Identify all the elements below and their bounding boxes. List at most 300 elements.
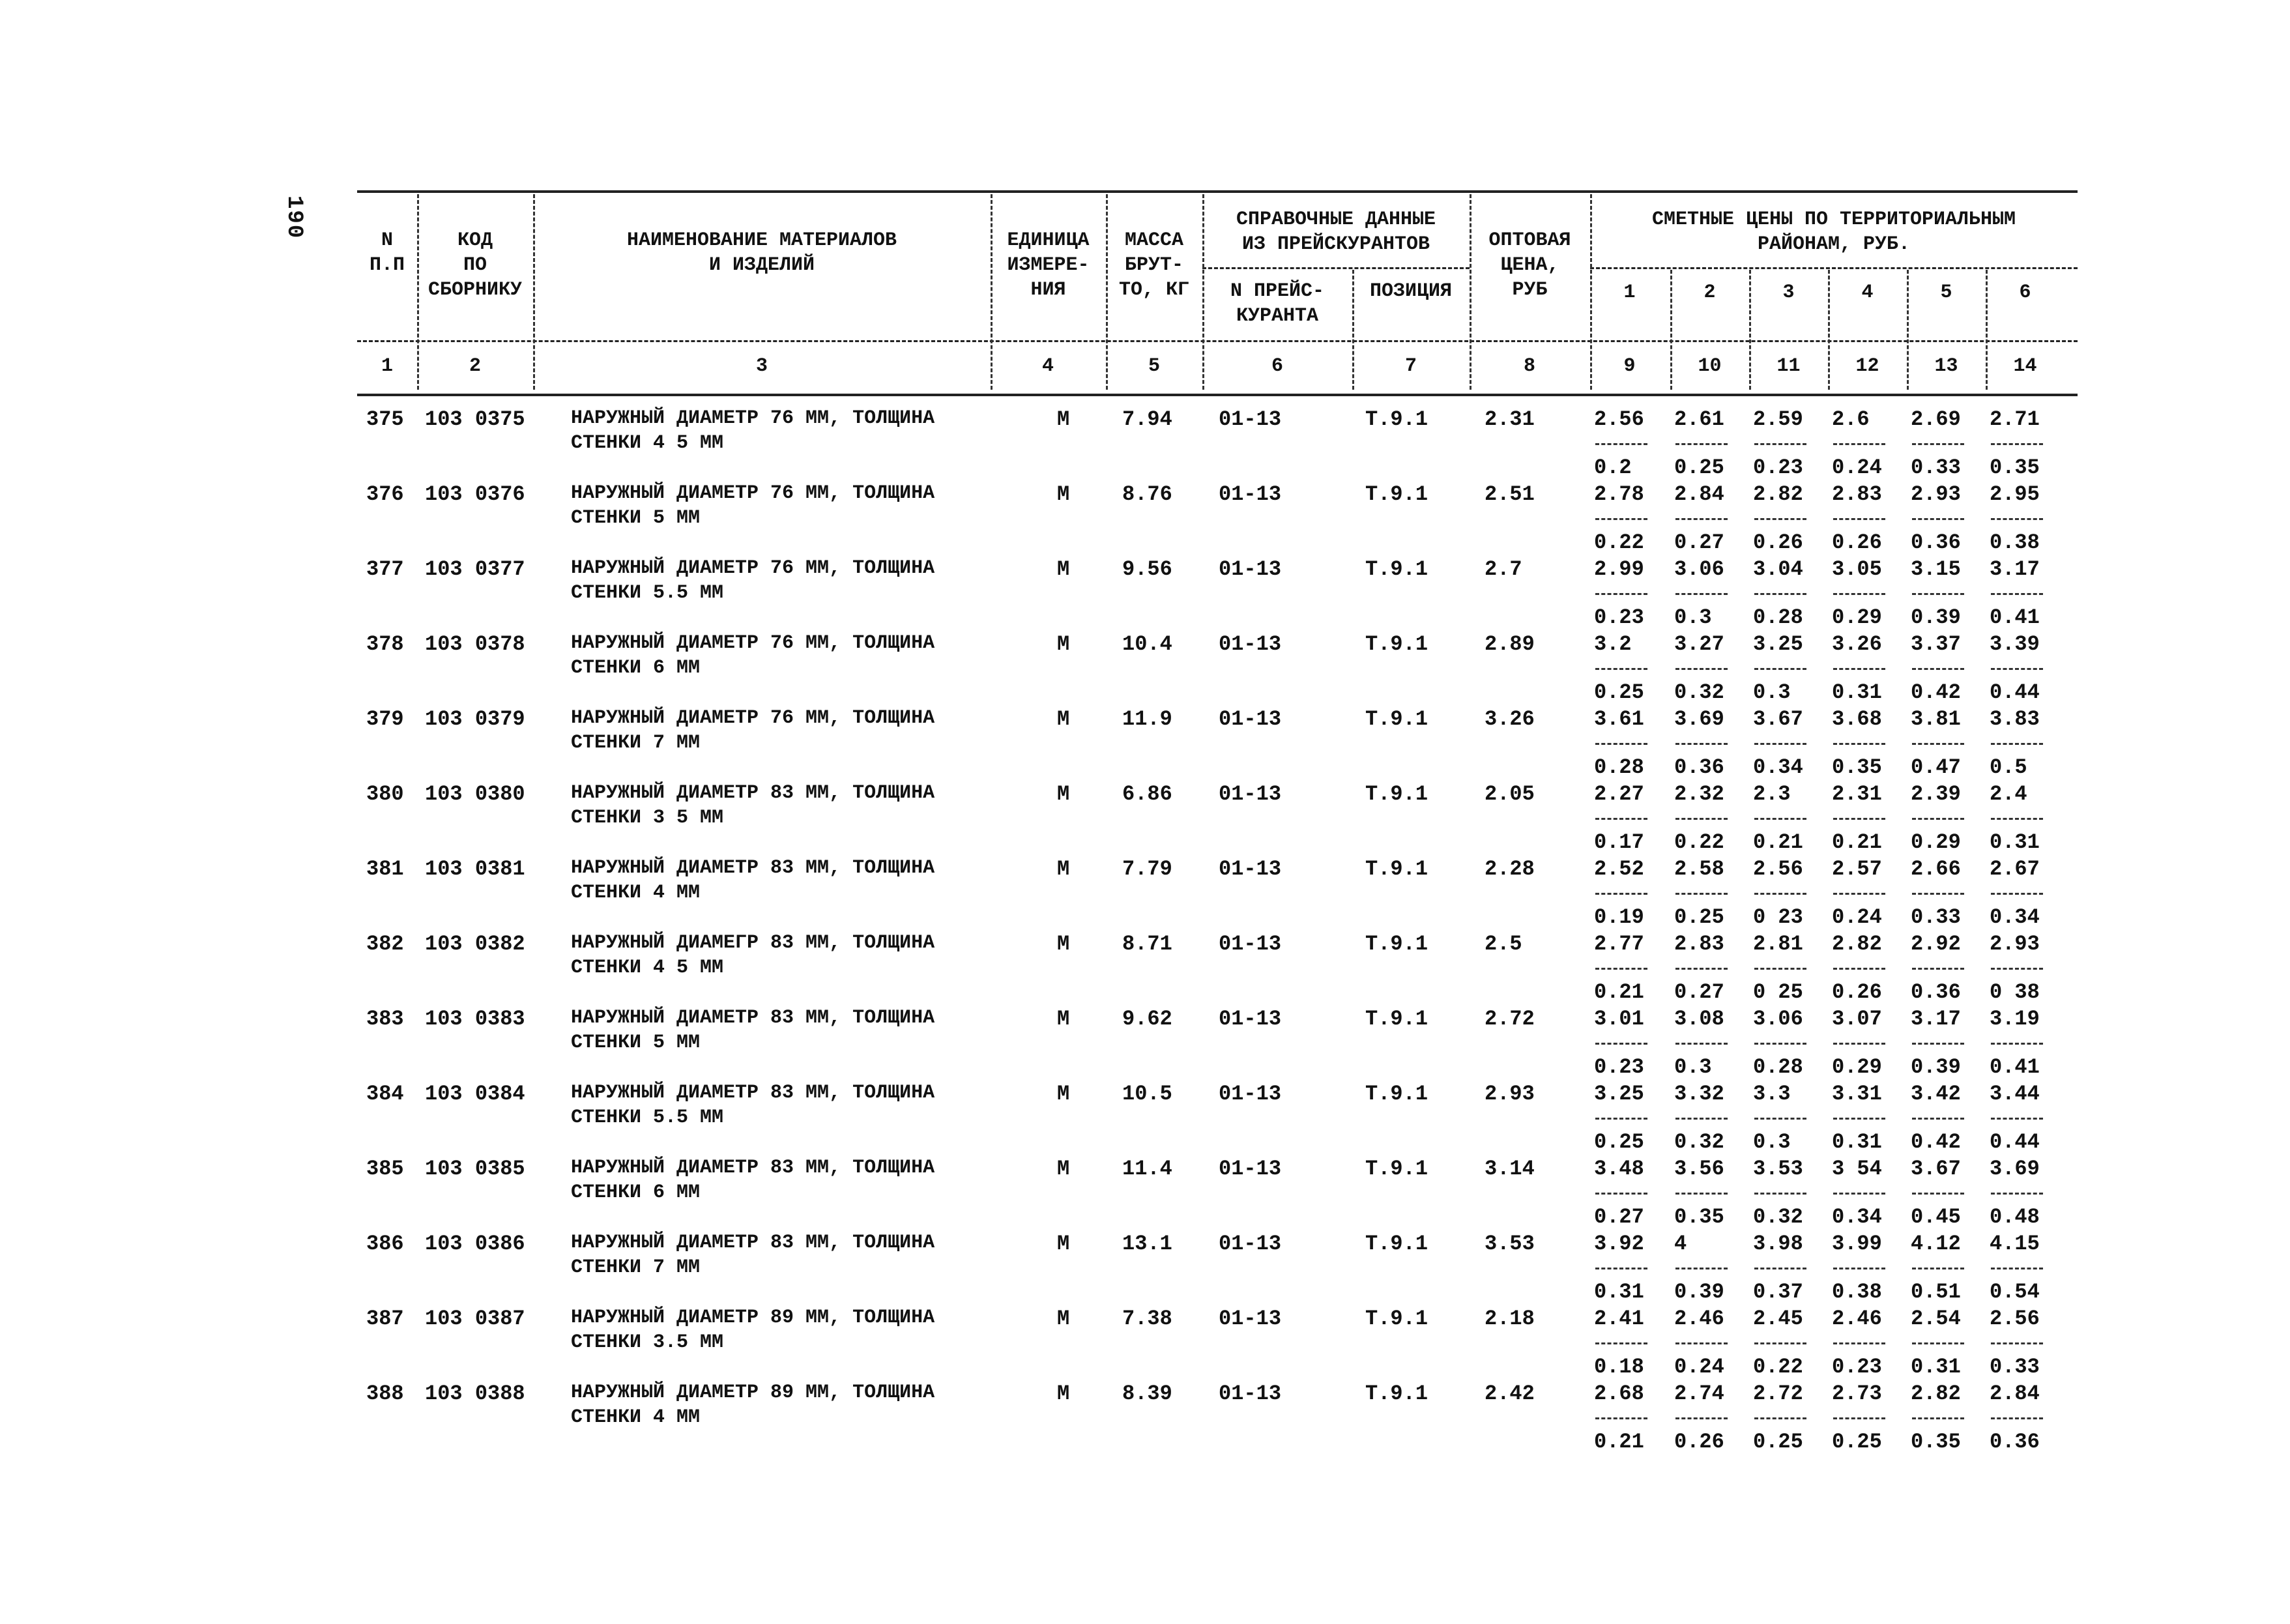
price-position: Т.9.1 bbox=[1365, 932, 1428, 956]
district-price: 2.72 bbox=[1753, 1382, 1803, 1406]
price-list-number: 01-13 bbox=[1219, 1382, 1282, 1406]
price-list-number: 01-13 bbox=[1219, 1007, 1282, 1031]
wholesale-price: 2.7 bbox=[1485, 557, 1522, 581]
district-transport-cost: 0.25 bbox=[1594, 680, 1644, 704]
wholesale-price: 3.26 bbox=[1485, 707, 1535, 731]
material-name: НАРУЖНЫЙ ДИАМЕТР 89 ММ, ТОЛЩИНА bbox=[571, 1382, 935, 1404]
fraction-rule bbox=[1991, 518, 2043, 520]
district-price: 3.19 bbox=[1990, 1007, 2040, 1031]
district-transport-cost: 0.26 bbox=[1674, 1430, 1724, 1454]
price-list-number: 01-13 bbox=[1219, 632, 1282, 656]
district-price: 2.67 bbox=[1990, 857, 2040, 881]
fraction-rule bbox=[1991, 443, 2043, 445]
material-name-continued: СТЕНКИ 3.5 ММ bbox=[571, 1331, 724, 1354]
district-transport-cost: 0.34 bbox=[1990, 905, 2040, 929]
price-position: Т.9.1 bbox=[1365, 707, 1428, 731]
district-price: 2.58 bbox=[1674, 857, 1724, 881]
material-name: НАРУЖНЫЙ ДИАМЕТР 83 ММ, ТОЛЩИНА bbox=[571, 782, 935, 804]
page-number: 190 bbox=[282, 196, 306, 240]
material-code: 103 0375 bbox=[425, 407, 525, 431]
district-price: 2.56 bbox=[1753, 857, 1803, 881]
unit: М bbox=[1057, 1232, 1070, 1256]
price-list-number: 01-13 bbox=[1219, 1082, 1282, 1106]
unit: М bbox=[1057, 482, 1070, 506]
price-list-number: 01-13 bbox=[1219, 857, 1282, 881]
district-transport-cost: 0.23 bbox=[1832, 1355, 1882, 1379]
fraction-rule bbox=[1991, 743, 2043, 745]
district-price: 2.99 bbox=[1594, 557, 1644, 581]
district-price: 2.4 bbox=[1990, 782, 2027, 806]
header-bottom-rule bbox=[357, 394, 2078, 396]
wholesale-price: 2.31 bbox=[1485, 407, 1535, 431]
material-name: НАРУЖНЫЙ ДИАМЕГР 83 ММ, ТОЛЩИНА bbox=[571, 932, 935, 954]
material-code: 103 0386 bbox=[425, 1232, 525, 1256]
row-number: 377 bbox=[366, 557, 404, 581]
price-list-number: 01-13 bbox=[1219, 707, 1282, 731]
district-transport-cost: 0.2 bbox=[1594, 456, 1632, 480]
district-price: 2.39 bbox=[1911, 782, 1961, 806]
wholesale-price: 2.5 bbox=[1485, 932, 1522, 956]
district-price: 3.25 bbox=[1753, 632, 1803, 656]
district-price: 2.27 bbox=[1594, 782, 1644, 806]
district-transport-cost: 0.39 bbox=[1674, 1280, 1724, 1304]
district-transport-cost: 0.3 bbox=[1753, 680, 1791, 704]
price-position: Т.9.1 bbox=[1365, 782, 1428, 806]
district-price: 2.46 bbox=[1832, 1307, 1882, 1331]
gross-mass: 7.38 bbox=[1122, 1307, 1172, 1331]
fraction-rule bbox=[1991, 593, 2043, 595]
district-price: 2.56 bbox=[1594, 407, 1644, 431]
fraction-rule bbox=[1675, 743, 1728, 745]
district-price: 2.73 bbox=[1832, 1382, 1882, 1406]
district-price: 3 54 bbox=[1832, 1157, 1882, 1181]
unit: М bbox=[1057, 1007, 1070, 1031]
district-transport-cost: 0.27 bbox=[1594, 1205, 1644, 1229]
district-price: 3.83 bbox=[1990, 707, 2040, 731]
price-list-number: 01-13 bbox=[1219, 932, 1282, 956]
district-transport-cost: 0.47 bbox=[1911, 755, 1961, 779]
material-name: НАРУЖНЫЙ ДИАМЕТР 76 ММ, ТОЛЩИНА bbox=[571, 557, 935, 579]
district-transport-cost: 0.36 bbox=[1911, 530, 1961, 555]
material-code: 103 0377 bbox=[425, 557, 525, 581]
fraction-rule bbox=[1833, 1043, 1885, 1045]
district-transport-cost: 0.25 bbox=[1594, 1130, 1644, 1154]
district-transport-cost: 0.25 bbox=[1674, 456, 1724, 480]
fraction-rule bbox=[1754, 1043, 1806, 1045]
header-position: ПОЗИЦИЯ bbox=[1369, 280, 1453, 302]
material-code: 103 0388 bbox=[425, 1382, 525, 1406]
unit: М bbox=[1057, 407, 1070, 431]
fraction-rule bbox=[1912, 893, 1964, 895]
district-transport-cost: 0.39 bbox=[1911, 605, 1961, 630]
fraction-rule bbox=[1912, 1417, 1964, 1419]
district-transport-cost: 0.44 bbox=[1990, 1130, 2040, 1154]
district-transport-cost: 0.35 bbox=[1990, 456, 2040, 480]
district-transport-cost: 0.31 bbox=[1832, 680, 1882, 704]
fraction-rule bbox=[1754, 1268, 1806, 1269]
district-transport-cost: 0.32 bbox=[1674, 1130, 1724, 1154]
row-number: 381 bbox=[366, 857, 404, 881]
unit: М bbox=[1057, 1307, 1070, 1331]
wholesale-price: 2.05 bbox=[1485, 782, 1535, 806]
gross-mass: 8.39 bbox=[1122, 1382, 1172, 1406]
price-position: Т.9.1 bbox=[1365, 1307, 1428, 1331]
material-name-continued: СТЕНКИ 5 ММ bbox=[571, 507, 701, 529]
district-price: 3.42 bbox=[1911, 1082, 1961, 1106]
header-column-number: 4 bbox=[1041, 355, 1054, 377]
header-top-rule bbox=[357, 190, 2078, 193]
district-price: 2.81 bbox=[1753, 932, 1803, 956]
material-name: НАРУЖНЫЙ ДИАМЕТР 83 ММ, ТОЛЩИНА bbox=[571, 1007, 935, 1029]
fraction-rule bbox=[1675, 443, 1728, 445]
header-column-number: 3 bbox=[755, 355, 768, 377]
district-transport-cost: 0.29 bbox=[1832, 1055, 1882, 1079]
fraction-rule bbox=[1595, 518, 1647, 520]
price-position: Т.9.1 bbox=[1365, 1007, 1428, 1031]
price-list-number: 01-13 bbox=[1219, 1307, 1282, 1331]
material-name: НАРУЖНЫЙ ДИАМЕТР 83 ММ, ТОЛЩИНА bbox=[571, 1157, 935, 1179]
fraction-rule bbox=[1595, 1268, 1647, 1269]
district-price: 2.54 bbox=[1911, 1307, 1961, 1331]
district-price: 3.04 bbox=[1753, 557, 1803, 581]
district-transport-cost: 0.41 bbox=[1990, 605, 2040, 630]
district-subheader-rule bbox=[1590, 267, 2078, 269]
district-price: 2.84 bbox=[1674, 482, 1724, 506]
district-transport-cost: 0.22 bbox=[1594, 530, 1644, 555]
district-transport-cost: 0.38 bbox=[1990, 530, 2040, 555]
fraction-rule bbox=[1675, 668, 1728, 670]
district-transport-cost: 0.31 bbox=[1990, 830, 2040, 854]
unit: М bbox=[1057, 857, 1070, 881]
gross-mass: 11.9 bbox=[1122, 707, 1172, 731]
district-transport-cost: 0.3 bbox=[1674, 605, 1712, 630]
fraction-rule bbox=[1595, 1043, 1647, 1045]
fraction-rule bbox=[1595, 443, 1647, 445]
district-transport-cost: 0.29 bbox=[1832, 605, 1882, 630]
district-transport-cost: 0.38 bbox=[1832, 1280, 1882, 1304]
district-transport-cost: 0.17 bbox=[1594, 830, 1644, 854]
row-number: 379 bbox=[366, 707, 404, 731]
row-number: 383 bbox=[366, 1007, 404, 1031]
fraction-rule bbox=[1912, 968, 1964, 970]
fraction-rule bbox=[1912, 1193, 1964, 1195]
header-district-number: 5 bbox=[1940, 282, 1952, 304]
district-transport-cost: 0.27 bbox=[1674, 980, 1724, 1004]
material-name-continued: СТЕНКИ 4 5 ММ bbox=[571, 957, 724, 979]
material-code: 103 0383 bbox=[425, 1007, 525, 1031]
material-name-continued: СТЕНКИ 6 ММ bbox=[571, 657, 701, 679]
header-column-number: 2 bbox=[469, 355, 481, 377]
district-price: 2.78 bbox=[1594, 482, 1644, 506]
district-transport-cost: 0.42 bbox=[1911, 1130, 1961, 1154]
district-price: 2.45 bbox=[1753, 1307, 1803, 1331]
header-column-number: 1 bbox=[381, 355, 393, 377]
district-price: 2.41 bbox=[1594, 1307, 1644, 1331]
material-name-continued: СТЕНКИ 7 ММ bbox=[571, 732, 701, 754]
district-price: 2.82 bbox=[1753, 482, 1803, 506]
district-price: 4.12 bbox=[1911, 1232, 1961, 1256]
district-price: 2.59 bbox=[1753, 407, 1803, 431]
wholesale-price: 2.28 bbox=[1485, 857, 1535, 881]
district-price: 3.99 bbox=[1832, 1232, 1882, 1256]
district-transport-cost: 0.21 bbox=[1832, 830, 1882, 854]
district-price: 3.56 bbox=[1674, 1157, 1724, 1181]
district-transport-cost: 0.28 bbox=[1753, 1055, 1803, 1079]
district-price: 3.01 bbox=[1594, 1007, 1644, 1031]
district-transport-cost: 0.21 bbox=[1594, 1430, 1644, 1454]
gross-mass: 10.5 bbox=[1122, 1082, 1172, 1106]
unit: М bbox=[1057, 557, 1070, 581]
district-price: 2.95 bbox=[1990, 482, 2040, 506]
header-divider bbox=[533, 194, 535, 390]
district-price: 4 bbox=[1674, 1232, 1687, 1256]
district-transport-cost: 0.36 bbox=[1911, 980, 1961, 1004]
header-district-number: 6 bbox=[2019, 282, 2031, 304]
district-transport-cost: 0.3 bbox=[1753, 1130, 1791, 1154]
district-transport-cost: 0.21 bbox=[1594, 980, 1644, 1004]
fraction-rule bbox=[1595, 1417, 1647, 1419]
district-transport-cost: 0.31 bbox=[1832, 1130, 1882, 1154]
header-district-prices: СМЕТНЫЕ ЦЕНЫ ПО ТЕРРИТОРИАЛЬНЫМ РАЙОНАМ, РУБ. bbox=[1651, 209, 2016, 255]
district-transport-cost: 0.54 bbox=[1990, 1280, 2040, 1304]
fraction-rule bbox=[1675, 1417, 1728, 1419]
district-transport-cost: 0.18 bbox=[1594, 1355, 1644, 1379]
district-price: 3.92 bbox=[1594, 1232, 1644, 1256]
district-price: 3.61 bbox=[1594, 707, 1644, 731]
district-transport-cost: 0.35 bbox=[1911, 1430, 1961, 1454]
district-price: 3.37 bbox=[1911, 632, 1961, 656]
fraction-rule bbox=[1675, 893, 1728, 895]
district-transport-cost: 0.25 bbox=[1674, 905, 1724, 929]
district-transport-cost: 0.34 bbox=[1832, 1205, 1882, 1229]
district-price: 2.56 bbox=[1990, 1307, 2040, 1331]
row-number: 384 bbox=[366, 1082, 404, 1106]
material-name: НАРУЖНЫЙ ДИАМЕТР 76 ММ, ТОЛЩИНА bbox=[571, 482, 935, 504]
district-price: 4.15 bbox=[1990, 1232, 2040, 1256]
fraction-rule bbox=[1595, 1193, 1647, 1195]
price-list-number: 01-13 bbox=[1219, 1232, 1282, 1256]
fraction-rule bbox=[1675, 518, 1728, 520]
fraction-rule bbox=[1833, 668, 1885, 670]
header-unit: ЕДИНИЦА ИЗМЕРЕ- НИЯ bbox=[1007, 229, 1090, 301]
header-mass: МАССА БРУТ- ТО, КГ bbox=[1118, 229, 1190, 301]
district-price: 2.84 bbox=[1990, 1382, 2040, 1406]
ref-subheader-rule bbox=[1202, 267, 1470, 269]
fraction-rule bbox=[1595, 668, 1647, 670]
row-number: 376 bbox=[366, 482, 404, 506]
district-transport-cost: 0.26 bbox=[1753, 530, 1803, 555]
district-transport-cost: 0.31 bbox=[1594, 1280, 1644, 1304]
district-price: 2.69 bbox=[1911, 407, 1961, 431]
district-price: 3.08 bbox=[1674, 1007, 1724, 1031]
fraction-rule bbox=[1675, 968, 1728, 970]
district-transport-cost: 0.33 bbox=[1911, 456, 1961, 480]
header-column-number: 6 bbox=[1271, 355, 1283, 377]
material-name: НАРУЖНЫЙ ДИАМЕТР 83 ММ, ТОЛЩИНА bbox=[571, 1232, 935, 1254]
price-position: Т.9.1 bbox=[1365, 857, 1428, 881]
material-name: НАРУЖНЫЙ ДИАМЕТР 76 ММ, ТОЛЩИНА bbox=[571, 632, 935, 654]
material-name-continued: СТЕНКИ 4 ММ bbox=[571, 882, 701, 904]
district-price: 3.98 bbox=[1753, 1232, 1803, 1256]
fraction-rule bbox=[1833, 518, 1885, 520]
gross-mass: 6.86 bbox=[1122, 782, 1172, 806]
district-price: 3.69 bbox=[1674, 707, 1724, 731]
material-code: 103 0379 bbox=[425, 707, 525, 731]
district-price: 3.06 bbox=[1753, 1007, 1803, 1031]
wholesale-price: 3.53 bbox=[1485, 1232, 1535, 1256]
header-row-number: N П.П bbox=[369, 229, 405, 276]
fraction-rule bbox=[1912, 668, 1964, 670]
fraction-rule bbox=[1754, 1417, 1806, 1419]
district-transport-cost: 0 23 bbox=[1753, 905, 1803, 929]
district-price: 3.05 bbox=[1832, 557, 1882, 581]
fraction-rule bbox=[1675, 1118, 1728, 1120]
wholesale-price: 2.89 bbox=[1485, 632, 1535, 656]
header-column-number: 14 bbox=[2013, 355, 2037, 377]
fraction-rule bbox=[1595, 893, 1647, 895]
district-price: 2.6 bbox=[1832, 407, 1870, 431]
fraction-rule bbox=[1991, 968, 2043, 970]
price-position: Т.9.1 bbox=[1365, 1082, 1428, 1106]
district-price: 3.81 bbox=[1911, 707, 1961, 731]
district-price: 3.25 bbox=[1594, 1082, 1644, 1106]
header-column-number: 13 bbox=[1934, 355, 1958, 377]
fraction-rule bbox=[1912, 743, 1964, 745]
fraction-rule bbox=[1991, 1118, 2043, 1120]
fraction-rule bbox=[1833, 443, 1885, 445]
district-price: 2.68 bbox=[1594, 1382, 1644, 1406]
row-number: 378 bbox=[366, 632, 404, 656]
district-price: 3.31 bbox=[1832, 1082, 1882, 1106]
wholesale-price: 2.51 bbox=[1485, 482, 1535, 506]
district-price: 3.48 bbox=[1594, 1157, 1644, 1181]
fraction-rule bbox=[1754, 1118, 1806, 1120]
district-transport-cost: 0.51 bbox=[1911, 1280, 1961, 1304]
material-name-continued: СТЕНКИ 5.5 ММ bbox=[571, 582, 724, 604]
district-transport-cost: 0.41 bbox=[1990, 1055, 2040, 1079]
district-transport-cost: 0.3 bbox=[1674, 1055, 1712, 1079]
fraction-rule bbox=[1754, 743, 1806, 745]
district-transport-cost: 0 38 bbox=[1990, 980, 2040, 1004]
fraction-rule bbox=[1754, 1342, 1806, 1344]
fraction-rule bbox=[1754, 518, 1806, 520]
material-code: 103 0381 bbox=[425, 857, 525, 881]
district-price: 3.2 bbox=[1594, 632, 1632, 656]
gross-mass: 7.79 bbox=[1122, 857, 1172, 881]
district-price: 3.53 bbox=[1753, 1157, 1803, 1181]
wholesale-price: 2.18 bbox=[1485, 1307, 1535, 1331]
fraction-rule bbox=[1991, 818, 2043, 820]
material-name-continued: СТЕНКИ 5.5 ММ bbox=[571, 1107, 724, 1129]
gross-mass: 8.76 bbox=[1122, 482, 1172, 506]
fraction-rule bbox=[1675, 818, 1728, 820]
row-number: 387 bbox=[366, 1307, 404, 1331]
fraction-rule bbox=[1833, 1342, 1885, 1344]
fraction-rule bbox=[1912, 518, 1964, 520]
district-transport-cost: 0.32 bbox=[1753, 1205, 1803, 1229]
district-price: 2.93 bbox=[1990, 932, 2040, 956]
fraction-rule bbox=[1754, 818, 1806, 820]
fraction-rule bbox=[1991, 893, 2043, 895]
price-list-number: 01-13 bbox=[1219, 482, 1282, 506]
material-name-continued: СТЕНКИ 6 ММ bbox=[571, 1182, 701, 1204]
district-transport-cost: 0.23 bbox=[1753, 456, 1803, 480]
price-list-number: 01-13 bbox=[1219, 1157, 1282, 1181]
header-district-number: 4 bbox=[1861, 282, 1874, 304]
gross-mass: 13.1 bbox=[1122, 1232, 1172, 1256]
fraction-rule bbox=[1675, 1043, 1728, 1045]
district-transport-cost: 0.44 bbox=[1990, 680, 2040, 704]
price-position: Т.9.1 bbox=[1365, 407, 1428, 431]
fraction-rule bbox=[1675, 593, 1728, 595]
price-list-number: 01-13 bbox=[1219, 782, 1282, 806]
fraction-rule bbox=[1912, 1268, 1964, 1269]
district-transport-cost: 0.35 bbox=[1832, 755, 1882, 779]
fraction-rule bbox=[1754, 668, 1806, 670]
material-code: 103 0384 bbox=[425, 1082, 525, 1106]
row-number: 375 bbox=[366, 407, 404, 431]
district-transport-cost: 0.25 bbox=[1832, 1430, 1882, 1454]
header-district-number: 1 bbox=[1623, 282, 1636, 304]
header-column-number: 12 bbox=[1855, 355, 1879, 377]
material-name-continued: СТЕНКИ 5 ММ bbox=[571, 1032, 701, 1054]
district-transport-cost: 0.31 bbox=[1911, 1355, 1961, 1379]
gross-mass: 9.62 bbox=[1122, 1007, 1172, 1031]
district-price: 3.26 bbox=[1832, 632, 1882, 656]
material-name: НАРУЖНЫЙ ДИАМЕТР 83 ММ, ТОЛЩИНА bbox=[571, 1082, 935, 1104]
fraction-rule bbox=[1991, 1043, 2043, 1045]
district-transport-cost: 0.26 bbox=[1832, 530, 1882, 555]
district-transport-cost: 0.22 bbox=[1674, 830, 1724, 854]
district-price: 2.82 bbox=[1832, 932, 1882, 956]
header-name: НАИМЕНОВАНИЕ МАТЕРИАЛОВ И ИЗДЕЛИЙ bbox=[626, 229, 897, 276]
fraction-rule bbox=[1833, 893, 1885, 895]
header-column-number: 9 bbox=[1623, 355, 1636, 377]
district-transport-cost: 0 25 bbox=[1753, 980, 1803, 1004]
price-position: Т.9.1 bbox=[1365, 1232, 1428, 1256]
district-price: 3.44 bbox=[1990, 1082, 2040, 1106]
district-price: 2.82 bbox=[1911, 1382, 1961, 1406]
district-transport-cost: 0.36 bbox=[1674, 755, 1724, 779]
district-price: 2.32 bbox=[1674, 782, 1724, 806]
material-name-continued: СТЕНКИ 4 ММ bbox=[571, 1406, 701, 1428]
material-code: 103 0385 bbox=[425, 1157, 525, 1181]
district-price: 2.83 bbox=[1832, 482, 1882, 506]
gross-mass: 10.4 bbox=[1122, 632, 1172, 656]
row-number: 388 bbox=[366, 1382, 404, 1406]
fraction-rule bbox=[1754, 893, 1806, 895]
material-name: НАРУЖНЫЙ ДИАМЕТР 76 ММ, ТОЛЩИНА bbox=[571, 707, 935, 729]
price-position: Т.9.1 bbox=[1365, 1382, 1428, 1406]
header-column-number: 10 bbox=[1698, 355, 1722, 377]
district-transport-cost: 0.22 bbox=[1753, 1355, 1803, 1379]
material-code: 103 0387 bbox=[425, 1307, 525, 1331]
material-name-continued: СТЕНКИ 4 5 ММ bbox=[571, 432, 724, 454]
wholesale-price: 3.14 bbox=[1485, 1157, 1535, 1181]
gross-mass: 8.71 bbox=[1122, 932, 1172, 956]
district-transport-cost: 0.29 bbox=[1911, 830, 1961, 854]
district-price: 3.69 bbox=[1990, 1157, 2040, 1181]
fraction-rule bbox=[1754, 1193, 1806, 1195]
district-transport-cost: 0.5 bbox=[1990, 755, 2027, 779]
district-price: 2.61 bbox=[1674, 407, 1724, 431]
district-transport-cost: 0.28 bbox=[1753, 605, 1803, 630]
unit: М bbox=[1057, 632, 1070, 656]
district-price: 3.67 bbox=[1753, 707, 1803, 731]
header-column-number: 5 bbox=[1148, 355, 1160, 377]
material-name: НАРУЖНЫЙ ДИАМЕТР 83 ММ, ТОЛЩИНА bbox=[571, 857, 935, 879]
district-transport-cost: 0.26 bbox=[1832, 980, 1882, 1004]
